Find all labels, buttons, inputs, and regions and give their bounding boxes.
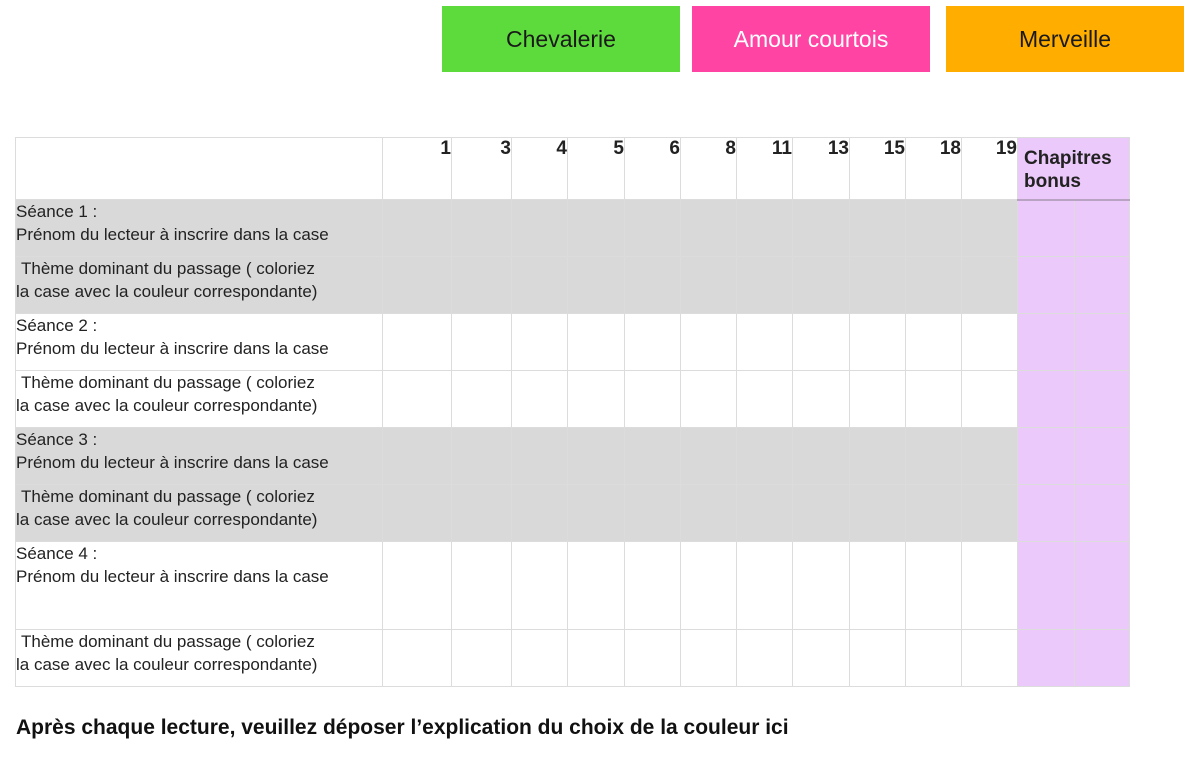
reader-cell[interactable] (850, 428, 906, 485)
theme-cell[interactable] (625, 630, 681, 687)
theme-cell[interactable] (737, 257, 793, 314)
theme-cell[interactable] (452, 371, 512, 428)
theme-cell[interactable] (512, 485, 568, 542)
reader-cell[interactable] (681, 314, 737, 371)
row-label: Séance 3 : Prénom du lecteur à inscrire dans la case (16, 428, 383, 485)
bonus-cell[interactable] (1018, 314, 1075, 371)
theme-cell[interactable] (962, 371, 1018, 428)
reader-cell[interactable] (793, 314, 850, 371)
seance-4-theme-row (16, 630, 1130, 687)
theme-cell[interactable] (383, 371, 452, 428)
theme-cell[interactable] (850, 257, 906, 314)
reader-cell[interactable] (906, 428, 962, 485)
header-corner (16, 138, 383, 200)
legend-chevalerie: Chevalerie (442, 6, 680, 72)
bonus-cell[interactable] (1018, 428, 1075, 485)
theme-cell[interactable] (681, 485, 737, 542)
reader-cell[interactable] (625, 428, 681, 485)
reader-cell[interactable] (452, 428, 512, 485)
chapter-header: 15 (850, 138, 906, 200)
reader-cell[interactable] (906, 314, 962, 371)
reader-cell[interactable] (512, 314, 568, 371)
row-label: Thème dominant du passage ( coloriez la case avec la couleur correspondante) (16, 630, 383, 687)
reader-cell[interactable] (568, 200, 625, 257)
theme-cell[interactable] (793, 371, 850, 428)
seance-3-theme-row (16, 485, 1130, 542)
legend-amour-courtois: Amour courtois (692, 6, 930, 72)
reader-cell[interactable] (681, 200, 737, 257)
reader-cell[interactable] (625, 200, 681, 257)
theme-cell[interactable] (512, 630, 568, 687)
row-label: Thème dominant du passage ( coloriez la case avec la couleur correspondante) (16, 257, 383, 314)
theme-cell[interactable] (383, 485, 452, 542)
theme-cell[interactable] (568, 371, 625, 428)
chapter-header: 19 (962, 138, 1018, 200)
theme-cell[interactable] (793, 485, 850, 542)
bonus-cell[interactable] (1018, 371, 1075, 428)
row-label: Thème dominant du passage ( coloriez la case avec la couleur correspondante) (16, 485, 383, 542)
reader-cell[interactable] (737, 200, 793, 257)
reader-cell[interactable] (512, 200, 568, 257)
reader-cell[interactable] (793, 428, 850, 485)
reader-cell[interactable] (568, 314, 625, 371)
bonus-cell[interactable] (1075, 200, 1130, 257)
reader-cell[interactable] (383, 314, 452, 371)
legend-merveille: Merveille (946, 6, 1184, 72)
reader-cell[interactable] (850, 542, 906, 630)
reader-cell[interactable] (383, 542, 452, 630)
theme-cell[interactable] (512, 257, 568, 314)
theme-cell[interactable] (383, 630, 452, 687)
theme-cell[interactable] (962, 630, 1018, 687)
reader-cell[interactable] (452, 542, 512, 630)
theme-cell[interactable] (793, 630, 850, 687)
bonus-cell[interactable] (1018, 630, 1075, 687)
row-label: Séance 2 : Prénom du lecteur à inscrire dans la case (16, 314, 383, 371)
theme-cell[interactable] (906, 630, 962, 687)
reader-cell[interactable] (452, 200, 512, 257)
bonus-cell[interactable] (1075, 314, 1130, 371)
theme-cell[interactable] (850, 630, 906, 687)
theme-cell[interactable] (625, 485, 681, 542)
reader-cell[interactable] (512, 428, 568, 485)
theme-cell[interactable] (793, 257, 850, 314)
reader-cell[interactable] (793, 200, 850, 257)
theme-cell[interactable] (906, 257, 962, 314)
theme-cell[interactable] (625, 371, 681, 428)
chapter-header: 13 (793, 138, 850, 200)
theme-cell[interactable] (625, 257, 681, 314)
theme-cell[interactable] (568, 485, 625, 542)
seance-2-theme-row (16, 371, 1130, 428)
theme-cell[interactable] (962, 257, 1018, 314)
reader-cell[interactable] (906, 200, 962, 257)
theme-cell[interactable] (452, 257, 512, 314)
reader-cell[interactable] (383, 428, 452, 485)
theme-cell[interactable] (568, 257, 625, 314)
reader-cell[interactable] (906, 542, 962, 630)
theme-cell[interactable] (681, 257, 737, 314)
theme-cell[interactable] (737, 485, 793, 542)
theme-cell[interactable] (906, 485, 962, 542)
seance-1-theme-row (16, 257, 1130, 314)
footer-instruction: Après chaque lecture, veuillez déposer l’explication du choix de la couleur ici (16, 716, 789, 739)
reading-grid (15, 137, 1130, 687)
theme-cell[interactable] (568, 630, 625, 687)
reader-cell[interactable] (625, 314, 681, 371)
reader-cell[interactable] (737, 542, 793, 630)
theme-cell[interactable] (737, 630, 793, 687)
chapter-header: 5 (568, 138, 625, 200)
reader-cell[interactable] (512, 542, 568, 630)
reader-cell[interactable] (962, 542, 1018, 630)
bonus-cell[interactable] (1075, 542, 1130, 630)
reader-cell[interactable] (850, 314, 906, 371)
seance-4-reader-row (16, 542, 1130, 630)
seance-1-reader-row (16, 200, 1130, 257)
chapter-header: 6 (625, 138, 681, 200)
bonus-cell[interactable] (1075, 630, 1130, 687)
theme-cell[interactable] (383, 257, 452, 314)
reader-cell[interactable] (962, 314, 1018, 371)
reader-cell[interactable] (452, 314, 512, 371)
row-label: Thème dominant du passage ( coloriez la case avec la couleur correspondante) (16, 371, 383, 428)
chapter-header: 1 (383, 138, 452, 200)
seance-3-reader-row (16, 428, 1130, 485)
reader-cell[interactable] (568, 542, 625, 630)
chapter-header: 3 (452, 138, 512, 200)
bonus-cell[interactable] (1018, 257, 1075, 314)
chapter-header: 18 (906, 138, 962, 200)
bonus-cell[interactable] (1075, 428, 1130, 485)
bonus-chapters-header: Chapitres bonus (1018, 138, 1130, 200)
theme-cell[interactable] (681, 371, 737, 428)
reader-cell[interactable] (383, 200, 452, 257)
reader-cell[interactable] (737, 428, 793, 485)
bonus-cell[interactable] (1018, 542, 1075, 630)
reader-cell[interactable] (962, 428, 1018, 485)
theme-cell[interactable] (512, 371, 568, 428)
chapter-header: 8 (681, 138, 737, 200)
theme-cell[interactable] (850, 371, 906, 428)
theme-cell[interactable] (850, 485, 906, 542)
theme-cell[interactable] (737, 371, 793, 428)
chapter-header: 4 (512, 138, 568, 200)
reader-cell[interactable] (681, 542, 737, 630)
theme-cell[interactable] (906, 371, 962, 428)
reader-cell[interactable] (681, 428, 737, 485)
bonus-cell[interactable] (1075, 257, 1130, 314)
bonus-cell[interactable] (1018, 485, 1075, 542)
bonus-cell[interactable] (1075, 371, 1130, 428)
seance-2-reader-row (16, 314, 1130, 371)
row-label: Séance 1 : Prénom du lecteur à inscrire dans la case (16, 200, 383, 257)
bonus-cell[interactable] (1075, 485, 1130, 542)
reader-cell[interactable] (962, 200, 1018, 257)
theme-cell[interactable] (962, 485, 1018, 542)
reader-cell[interactable] (568, 428, 625, 485)
header-row (16, 138, 1130, 200)
bonus-cell[interactable] (1018, 200, 1075, 257)
reader-cell[interactable] (625, 542, 681, 630)
theme-cell[interactable] (452, 485, 512, 542)
theme-cell[interactable] (452, 630, 512, 687)
reader-cell[interactable] (793, 542, 850, 630)
reader-cell[interactable] (737, 314, 793, 371)
row-label: Séance 4 : Prénom du lecteur à inscrire dans la case (16, 542, 383, 630)
reader-cell[interactable] (850, 200, 906, 257)
chapter-header: 11 (737, 138, 793, 200)
theme-cell[interactable] (681, 630, 737, 687)
